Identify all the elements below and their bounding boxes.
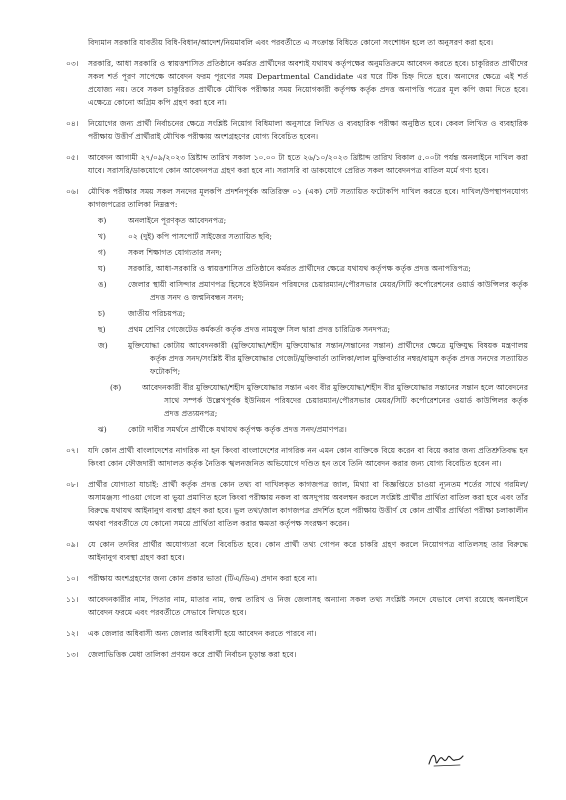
list-item-text: সরকারি, আধা-সরকারি ও স্বায়ত্তশাসিত প্রতিষ্ঠানে কর্মরত প্রার্থীদের ক্ষেত্রে যথাযথ কর্তৃপক্ষ কর্তৃক প্রদত্ত অনাপত্তিপত্র; — [128, 264, 471, 273]
list-item — [88, 246, 528, 259]
list-item — [88, 423, 528, 436]
paragraph-text: জেলাভিত্তিক মেধা তালিকা প্রণয়ন করে প্রার্থী নির্বাচন চূড়ান্ত করা হবে। — [88, 650, 297, 659]
paragraph-13 — [66, 648, 528, 661]
paragraph-number: ১৩। — [66, 650, 79, 659]
paragraph-04 — [66, 117, 528, 143]
paragraph-number: ১১। — [66, 595, 79, 604]
paragraph-07 — [66, 444, 528, 470]
paragraph-text: সরকারি, আধা সরকারি ও স্বায়ত্তশাসিত প্রতিষ্ঠানে কর্মরত প্রার্থীদের অবশ্যই যথাযথ কর্তৃপক্ষের অনুমতিক্রমে আবেদন করতে হবে। চাকুরিরত প্রার্থীদের সকল শর্ত পূরণ সাপেক্ষে আবেদন ফরম পূরণের সময় Departmental Candidate এর ঘরে টিক চিহ্ন দিতে হবে। অন্যদের ক্ষেত্রে এই শর্ত প্রযোজ্য নয়। তবে সকল চাকুরিরত প্রার্থীকে মৌখিক পরীক্ষার সময় নিয়োগকারী কর্তৃপক্ষ কর্তৃক প্রদত্ত অনাপত্তি পত্রের মূল কপি জমা দিতে হবে। এক্ষেত্রে কোনো অগ্রিম কপি গ্রহণ করা হবে না। — [88, 59, 528, 107]
list-item — [88, 323, 528, 336]
list-item-label: ক) — [98, 216, 107, 225]
list-item — [88, 307, 528, 320]
paragraph-03 — [66, 57, 528, 109]
paragraph-11 — [66, 593, 528, 619]
paragraph-02-continued: বিদ্যমান সরকারি যাবতীয় বিধি-বিধান/আদেশ/নিয়মাবলি এবং পরবর্তীতে এ সংক্রান্ত বিধিতে কোনো সংশোধন হলে তা অনুসরণ করা হবে। — [88, 38, 494, 47]
list-item — [88, 230, 528, 243]
paragraph-12 — [66, 627, 528, 640]
list-item — [88, 262, 528, 275]
paragraph-08 — [66, 478, 528, 530]
list-item-text: জাতীয় পরিচয়পত্র; — [128, 309, 186, 318]
signature-icon — [426, 748, 466, 770]
paragraph-10 — [66, 572, 528, 585]
paragraph-number: ০৫। — [66, 153, 79, 162]
list-item-label: জ) — [98, 341, 108, 350]
list-item-label: ঝ) — [98, 425, 107, 434]
list-item-label: ছ) — [98, 325, 106, 334]
paragraph-05 — [66, 151, 528, 177]
paragraph-09 — [66, 538, 528, 564]
list-item-text: জেলার স্থায়ী বাসিন্দার প্রমাণপত্র হিসেবে ইউনিয়ন পরিষদের চেয়ারম্যান/পৌরসভার মেয়র/সিটি কর্পোরেশনের ওয়ার্ড কাউন্সিলর কর্তৃক প্রদত্ত সনদ ও জন্মনিবন্ধন সনদ; — [128, 280, 528, 302]
paragraph-text: এক জেলার অধিবাসী অন্য জেলার অধিবাসী হয়ে আবেদন করতে পারবে না। — [88, 629, 317, 638]
paragraph-text: যদি কোন প্রার্থী বাংলাদেশের নাগরিক না হন কিংবা বাংলাদেশের নাগরিক নন এমন কোন ব্যক্তিকে বিয়ে করেন বা বিয়ে করার জন্য প্রতিশ্রুতিবদ্ধ হন কিংবা কোন ফৌজদারী আদালত কর্তৃক নৈতিক স্খলনজনিত অভিযোগে দণ্ডিত হন তবে তিনি আবেদন করার জন্য যোগ্য বিবেচিত হবেন না। — [88, 446, 528, 468]
paragraph-text: মৌখিক পরীক্ষার সময় সকল সনদের মূলকপি প্রদর্শনপূর্বক অতিরিক্ত ০১ (এক) সেট সত্যায়িত ফটোকপি দাখিল করতে হবে। দাখিল/উপস্থাপনযোগ্য কাগজপত্রের তালিকা নিম্নরূপ: — [88, 187, 528, 209]
list-sub-item — [88, 381, 528, 420]
paragraph-number: ০৩। — [66, 59, 79, 68]
handwritten-signature — [426, 748, 466, 770]
paragraph-number: ০৭। — [66, 446, 79, 455]
paragraph-number: ০৪। — [66, 119, 79, 128]
paragraph-number: ০৯। — [66, 540, 79, 549]
paragraph-number: ০৮। — [66, 480, 79, 489]
list-item-label: চ) — [98, 309, 106, 318]
paragraph-06 — [66, 185, 528, 436]
paragraph-text: প্রার্থীর যোগ্যতা যাচাই: প্রার্থী কর্তৃক প্রদত্ত কোন তথ্য বা দাখিলকৃত কাগজপত্র জাল, মিথ্যা বা বিজ্ঞপ্তিতে চাওয়া ন্যূনতম শর্তের সাথে গরমিল/অসামঞ্জস্য পাওয়া গেলে বা ভুয়া প্রমাণিত হলে কিংবা পরীক্ষায় নকল বা অসদুপায় অবলম্বন করলে সংশ্লিষ্ট প্রার্থীর প্রার্থিতা বাতিল করা হবে এবং তাঁর বিরুদ্ধে যথাযথ আইনানুগ ব্যবস্থা গ্রহণ করা হবে। ভুল তথ্য/জাল কাগজপত্র প্রদর্শিত হলে পরীক্ষায় উত্তীর্ণ যে কোন প্রার্থীর প্রার্থিতা পরীক্ষা চলাকালীন অথবা পরবর্তীতে যে কোনো সময়ে প্রার্থিতা বাতিল করার ক্ষমতা কর্তৃপক্ষ সংরক্ষণ করেন। — [88, 480, 528, 528]
list-item — [88, 214, 528, 227]
list-item — [88, 278, 528, 304]
list-item-text: অনলাইনে পূরণকৃত আবেদনপত্র; — [128, 216, 227, 225]
list-item-label: খ) — [98, 232, 106, 241]
list-item-label: ঘ) — [98, 264, 106, 273]
list-item-text: প্রথম শ্রেণির গেজেটেড কর্মকর্তা কর্তৃক প্রদত্ত নামযুক্ত সিল দ্বারা প্রদত্ত চারিত্রিক সনদপত্র; — [128, 325, 391, 334]
paragraph-number: ০৬। — [66, 187, 79, 196]
list-item — [88, 339, 528, 378]
paragraph-text: পরীক্ষায় অংশগ্রহণের জন্য কোন প্রকার ভাতা (টিএ/ডিএ) প্রদান করা হবে না। — [88, 574, 317, 583]
list-item-text: আবেদনকারী বীর মুক্তিযোদ্ধা/শহীদ মুক্তিযোদ্ধার সন্তান এবং বীর মুক্তিযোদ্ধা/শহীদ বীর মুক্তিযোদ্ধার সন্তানের সন্তান হলে আবেদনের সাথে সম্পর্ক উল্লেখপূর্বক ইউনিয়ন পরিষদের চেয়ারম্যান/পৌরসভার মেয়র/সিটি কর্পোরেশনের ওয়ার্ড কাউন্সিলর কর্তৃক প্রদত্ত প্রত্যয়নপত্র; — [142, 383, 528, 418]
list-item-label: ঙ) — [98, 280, 107, 289]
required-documents-list — [88, 214, 528, 436]
paragraph-number: ১২। — [66, 629, 79, 638]
paragraph-number: ১০। — [66, 574, 79, 583]
paragraph-text: আবেদনকারীর নাম, পিতার নাম, মাতার নাম, জন্ম তারিখ ও নিজ জেলাসহ অন্যান্য সকল তথ্য সংশ্লিষ্ট সনদে যেভাবে লেখা রয়েছে অনলাইনে আবেদন ফরমে এবং পরবর্তীতে সেভাবে লিখতে হবে। — [88, 595, 528, 617]
list-item-text: ০২ (দুই) কপি পাসপোর্ট সাইজের সত্যায়িত ছবি; — [128, 232, 272, 241]
list-item-text: মুক্তিযোদ্ধা কোটায় আবেদনকারী (মুক্তিযোদ্ধা/শহীদ মুক্তিযোদ্ধার সন্তান/সন্তানের সন্তান) প্রার্থীদের ক্ষেত্রে মুক্তিযুদ্ধ বিষয়ক মন্ত্রণালয় কর্তৃক প্রদত্ত সনদ/সংশ্লিষ্ট বীর মুক্তিযোদ্ধার গেজেট/মুক্তিবার্তা তালিকা/লাল মুক্তিবার্তার নম্বর/বামুস কর্তৃক প্রদত্ত সনদের সত্যায়িত ফটোকপি; — [128, 341, 528, 376]
list-item-text: কোটা দাবীর সমর্থনে প্রার্থীকে যথাযথ কর্তৃপক্ষ কর্তৃক প্রদত্ত সনদ/প্রমাণপত্র। — [128, 425, 347, 434]
paragraph-text: নিয়োগের জন্য প্রার্থী নির্বাচনের ক্ষেত্রে সংশ্লিষ্ট নিয়োগ বিধিমালা অনুসারে লিখিত ও ব্যবহারিক পরীক্ষা অনুষ্ঠিত হবে। কেবল লিখিত ও ব্যবহারিক পরীক্ষায় উত্তীর্ণ প্রার্থীরাই মৌখিক পরীক্ষায় অংশগ্রহণের যোগ্য বিবেচিত হবেন। — [88, 119, 528, 141]
list-item-text: সকল শিক্ষাগত যোগ্যতার সনদ; — [128, 248, 222, 257]
paragraph-text: যে কোন তদবির প্রার্থীর অযোগ্যতা বলে বিবেচিত হবে। কোন প্রার্থী তথ্য গোপন করে চাকরি গ্রহণ করলে নিয়োগপত্র বাতিলসহ তার বিরুদ্ধে আইনানুগ ব্যবস্থা গ্রহণ করা হবে। — [88, 540, 528, 562]
list-item-label: গ) — [98, 248, 106, 257]
list-item-label: (ক) — [110, 383, 122, 392]
paragraph-text: আবেদন আগামী ২৭/০৯/২০২৩ খ্রিষ্টাব্দ তারিখ সকাল ১০.০০ টা হতে ২৬/১০/২০২৩ খ্রিষ্টাব্দ তারিখ বিকাল ৫.০০টা পর্যন্ত অনলাইনে দাখিল করা যাবে। সরাসরি/ডাকযোগে কোন আবেদনপত্র গ্রহণ করা হবে না। সরাসরি বা ডাকযোগে প্রেরিত সকল আবেদনপত্র বাতিল মর্মে গণ্য হবে। — [88, 153, 528, 175]
